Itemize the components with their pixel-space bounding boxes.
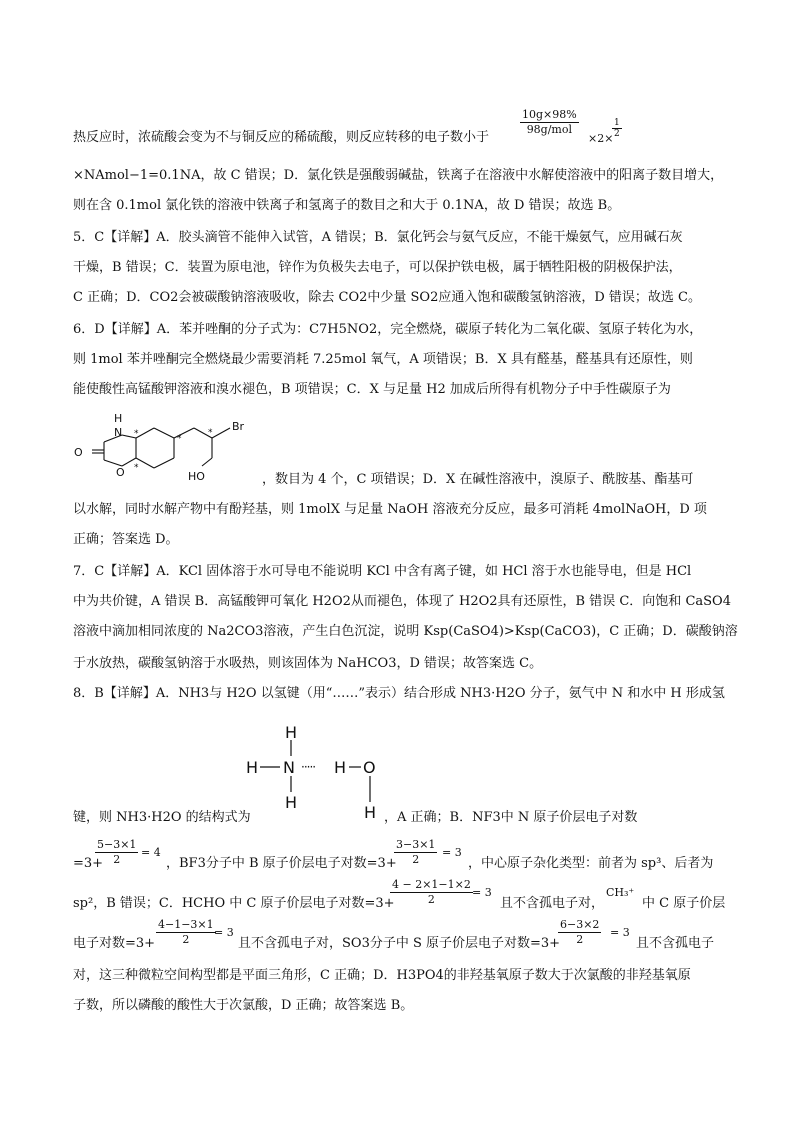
ch3-cation-label: CH₃⁺	[606, 886, 635, 899]
q8-line-4b: 且不含孤电子对，	[500, 896, 605, 911]
q8-line-5b: 且不含孤电子对，SO3分子中 S 原子价层电子对数=3+	[238, 936, 561, 951]
q5-line-3: C 正确；D．CO2会被碳酸钠溶液吸收，除去 CO2中少量 SO2应通入饱和碳酸氢钠溶液，D 错误；故选 C。	[73, 290, 701, 305]
fraction-bf3: $\frac{3-3\times 1}{2}$	[396, 838, 436, 866]
q6-line-3: 能使酸性高锰酸钾溶液和溴水褪色，B 项错误；C．X 与足量 H2 加成后所得有机物分子中手性碳原子为	[73, 382, 671, 397]
fraction-nf3: $\frac{5-3\times 1}{2}$	[97, 838, 137, 866]
fraction-ch3: $\frac{4-1-3\times 1}{2}$	[158, 918, 214, 946]
atom-o: O	[363, 758, 376, 777]
fraction-hcho-result: = 3	[472, 886, 492, 899]
fraction-ch3-result: = 3	[214, 926, 234, 939]
q4-line-2: ×NAmol−1=0.1NA，故 C 错误；D．氯化铁是强酸弱碱盐，铁离子在溶液中水解使溶液中的阳离子数目增大，	[73, 168, 724, 183]
atom-n: N	[283, 758, 295, 777]
q8-line-5c: 且不含孤电子	[636, 936, 715, 951]
fraction-half: $\frac{1}{2}$	[614, 118, 620, 139]
q4-line-3: 则在含 0.1mol 氯化铁的溶液中铁离子和氢离子的数目之和大于 0.1NA，故 D 错误；故选 B。	[73, 198, 621, 213]
q5-line-1: 5．C【详解】A．胶头滴管不能伸入试管，A 错误；B．氯化钙会与氨气反应，不能干燥氨气，应用碱石灰	[73, 230, 683, 245]
atom-h-top: H	[285, 723, 298, 742]
fraction-electron-count: 10g×98% 98g/mol	[522, 108, 577, 136]
q8-line-5a: 电子对数=3+	[73, 936, 156, 951]
q8-line-7: 子数，所以磷酸的酸性大于次氯酸，D 正确；故答案选 B。	[73, 998, 414, 1013]
chiral-star-4: *	[208, 428, 213, 438]
atom-h-left: H	[246, 758, 259, 777]
fraction-so3-result: = 3	[610, 926, 630, 939]
fraction-so3: $\frac{6-3\times 2}{2}$	[560, 918, 600, 946]
q6-line-5: 以水解，同时水解产物中有酚羟基，则 1molX 与足量 NaOH 溶液充分反应，最多可消耗 4molNaOH，D 项	[73, 502, 707, 517]
q8-line-3a: =3+	[73, 856, 104, 871]
q8-line-2b: ，A 正确；B．NF3中 N 原子价层电子对数	[384, 810, 638, 825]
q6-line-6: 正确；答案选 D。	[73, 532, 179, 547]
q7-line-1: 7．C【详解】A．KCl 固体溶于水可导电不能说明 KCl 中含有离子键，如 HCl 溶于水也能导电，但是 HCl	[73, 564, 692, 579]
fraction-nf3-result: = 4	[141, 846, 161, 859]
chiral-star-3: *	[177, 434, 182, 444]
hydrogenated-structure-diagram	[70, 408, 270, 490]
atom-h-water-bottom: H	[364, 803, 377, 822]
keto-oxygen-label: O	[74, 446, 83, 459]
chiral-star-2: *	[134, 463, 139, 473]
q6-line-1: 6．D【详解】A．苯并唑酮的分子式为：C7H5NO2，完全燃烧，碳原子转化为二氧化碳、氢原子转化为水，	[73, 322, 703, 337]
q5-line-2: 干燥，B 错误；C．装置为原电池，锌作为负极失去电子，可以保护铁电极，属于牺牲阳极的阴极保护法，	[73, 260, 682, 275]
q7-line-2: 中为共价键，A 错误 B．高锰酸钾可氧化 H2O2从而褪色，体现了 H2O2具有还原性，B 错误 C．向饱和 CaSO4	[73, 594, 731, 609]
nitrogen-label: N	[114, 426, 123, 439]
atom-h-water: H	[334, 758, 347, 777]
multiplier-text: ×2×	[588, 132, 614, 145]
q7-line-4: 于水放热，碳酸氢钠溶于水吸热，则该固体为 NaHCO3，D 错误；故答案选 C。	[73, 656, 543, 671]
hydrogen-bond-structure	[244, 718, 394, 822]
q7-line-3: 溶液中滴加相同浓度的 Na2CO3溶液，产生白色沉淀，说明 Ksp(CaSO4)>Ksp(CaCO3)，C 正确；D．碳酸钠溶	[73, 624, 738, 639]
bromine-label: Br	[232, 420, 245, 433]
fraction-bf3-result: = 3	[442, 846, 462, 859]
q8-line-6: 对，这三种微粒空间构型都是平面三角形，C 正确；D．H3PO4的非羟基氧原子数大于次氯酸的非羟基氧原	[73, 968, 691, 983]
q8-line-1: 8．B【详解】A．NH3与 H2O 以氢键（用“……”表示）结合形成 NH3·H2O 分子，氨气中 N 和水中 H 形成氢	[73, 686, 725, 701]
atom-h-bottom: H	[285, 793, 298, 812]
q4-line-1: 热反应时，浓硫酸会变为不与铜反应的稀硫酸，则反应转移的电子数小于	[73, 130, 490, 145]
q8-line-2a: 键，则 NH3·H2O 的结构式为	[73, 810, 251, 825]
hydrogen-bond-dots: ·····	[301, 760, 316, 774]
chiral-star-1: *	[134, 429, 139, 439]
q6-line-2: 则 1mol 苯并唑酮完全燃烧最少需要消耗 7.25mol 氧气，A 项错误；B．X 具有醛基，醛基具有还原性，则	[73, 352, 693, 367]
q8-line-4a: sp²，B 错误；C．HCHO 中 C 原子价层电子对数=3+	[73, 896, 395, 911]
q8-line-3c: ，中心原子杂化类型：前者为 sp³、后者为	[468, 856, 714, 871]
q6-line-4: ，数目为 4 个，C 项错误；D．X 在碱性溶液中，溴原子、酰胺基、酯基可	[262, 472, 694, 487]
ring-oxygen-label: O	[116, 466, 125, 479]
hydroxyl-label: HO	[188, 470, 205, 483]
hydrogen-label: H	[114, 412, 123, 425]
fraction-hcho: $\frac{4 - 2\times 1-1\times 2}{2}$	[392, 878, 471, 906]
q8-line-4c: 中 C 原子价层	[642, 896, 726, 911]
q8-line-3b: ，BF3分子中 B 原子价层电子对数=3+	[166, 856, 397, 871]
